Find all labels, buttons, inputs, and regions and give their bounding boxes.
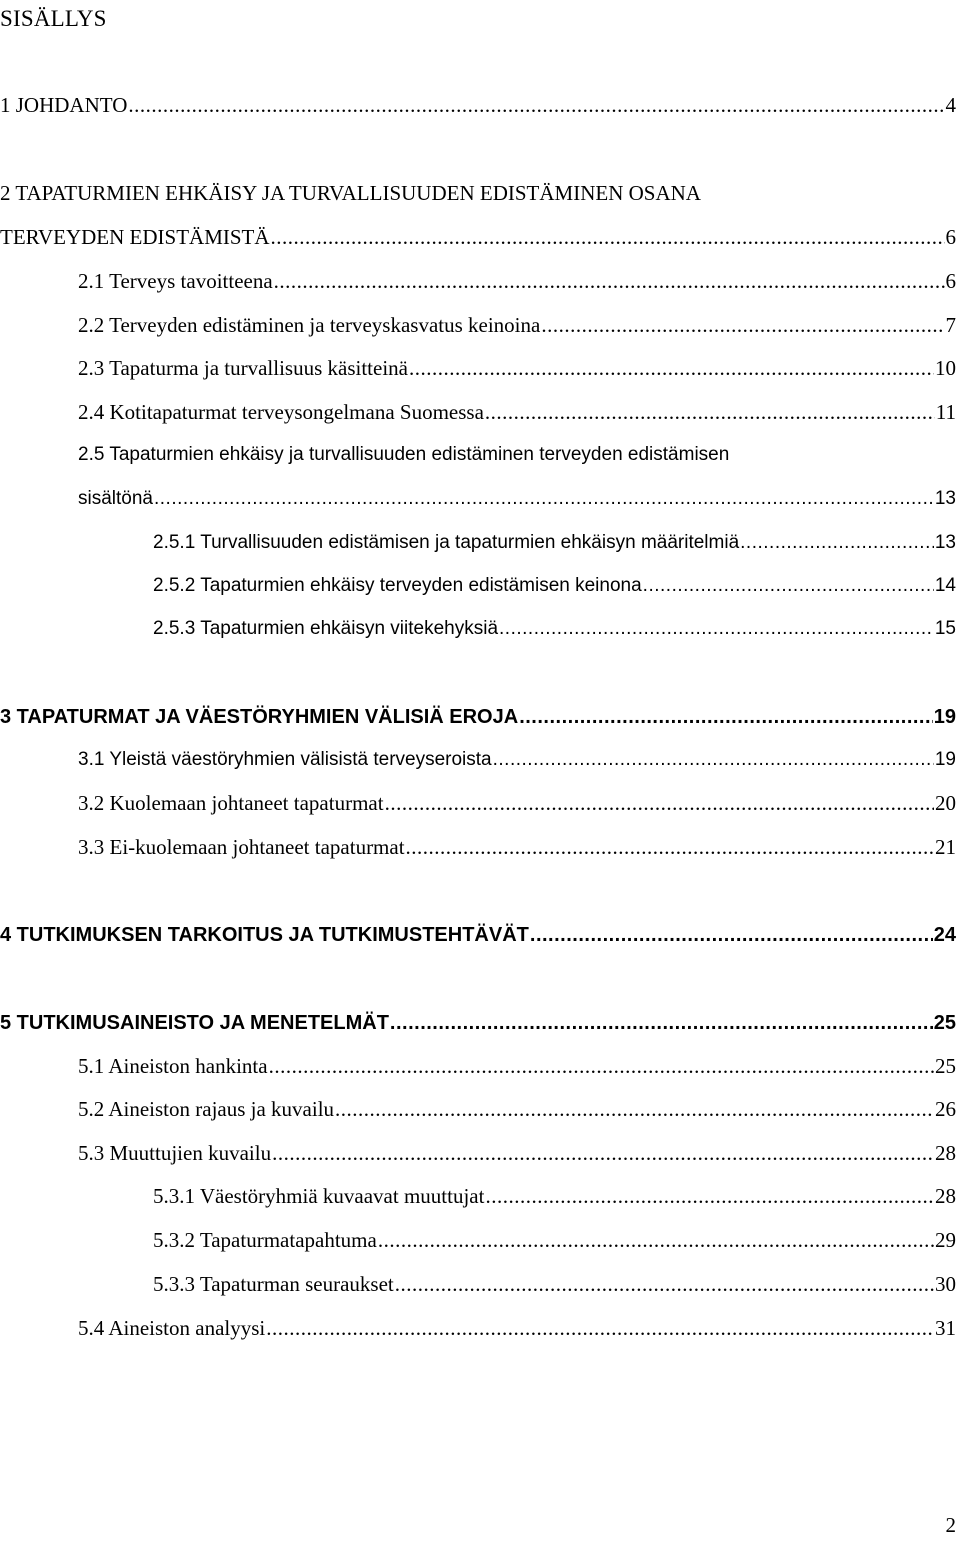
toc-page-number: 24 — [933, 924, 956, 946]
toc-leader-dots — [485, 1181, 934, 1211]
toc-leader-dots — [409, 353, 934, 383]
toc-page-number: 25 — [933, 1012, 956, 1034]
toc-entry-2-5[interactable] — [78, 484, 956, 514]
toc-page-number: 20 — [935, 791, 956, 815]
toc-page-number: 6 — [945, 269, 956, 293]
toc-leader-dots — [269, 1051, 934, 1081]
toc-entry-chapter-3[interactable] — [0, 702, 956, 732]
toc-entry-label: 5 TUTKIMUSAINEISTO JA MENETELMÄT — [0, 1012, 389, 1034]
toc-entry-chapter-4[interactable] — [0, 920, 956, 950]
toc-entry-label: TERVEYDEN EDISTÄMISTÄ — [0, 225, 270, 249]
toc-page-number: 31 — [935, 1316, 956, 1340]
toc-leader-dots — [395, 1269, 934, 1299]
toc-leader-dots — [272, 1138, 934, 1168]
toc-leader-dots — [493, 745, 934, 775]
toc-entry-label: 2.2 Terveyden edistäminen ja terveyskasvatus keinoina — [78, 313, 541, 337]
toc-entry-label: 5.3.1 Väestöryhmiä kuvaavat muuttujat — [153, 1184, 485, 1208]
page-title: SISÄLLYS — [0, 6, 107, 31]
toc-page-number: 28 — [935, 1141, 956, 1165]
toc-entry-2-4[interactable] — [78, 397, 956, 427]
toc-entry-label: 5.3 Muuttujien kuvailu — [78, 1141, 272, 1165]
toc-leader-dots — [335, 1094, 934, 1124]
toc-entry-2-3[interactable] — [78, 353, 956, 383]
toc-page-number: 25 — [935, 1054, 956, 1078]
toc-entry-label: 5.2 Aineiston rajaus ja kuvailu — [78, 1097, 335, 1121]
toc-page-number: 13 — [934, 532, 956, 553]
toc-entry-label: 3.2 Kuolemaan johtaneet tapaturmat — [78, 791, 384, 815]
toc-entry-label: 2.5 Tapaturmien ehkäisy ja turvallisuuden edistäminen terveyden edistämisen — [78, 444, 730, 465]
page-number: 2 — [945, 1513, 956, 1537]
toc-entry-chapter-2[interactable] — [0, 222, 956, 252]
toc-entry-label: 5.3.3 Tapaturman seuraukset — [153, 1272, 394, 1296]
toc-leader-dots — [390, 1008, 933, 1038]
toc-leader-dots — [271, 222, 945, 252]
toc-entry-chapter-5[interactable] — [0, 1008, 956, 1038]
toc-entry-label: 2.1 Terveys tavoitteena — [78, 269, 273, 293]
toc-leader-dots — [530, 920, 933, 950]
toc-entry-5-3[interactable] — [78, 1138, 956, 1168]
toc-page-number: 28 — [935, 1184, 956, 1208]
toc-entry-3-3[interactable] — [78, 832, 956, 862]
toc-entry-label: 4 TUTKIMUKSEN TARKOITUS JA TUTKIMUSTEHTÄVÄT — [0, 924, 529, 946]
toc-entry-2-5-1[interactable] — [153, 528, 956, 558]
toc-page-number: 26 — [935, 1097, 956, 1121]
toc-entry-2-5-2[interactable] — [153, 571, 956, 601]
toc-leader-dots — [643, 571, 934, 601]
toc-entry-3-1[interactable] — [78, 745, 956, 775]
toc-entry-2-5-line-1[interactable] — [78, 440, 729, 470]
toc-page-number: 10 — [935, 356, 956, 380]
toc-entry-label: 5.3.2 Tapaturmatapahtuma — [153, 1228, 377, 1252]
toc-entry-label: 2.3 Tapaturma ja turvallisuus käsitteinä — [78, 356, 408, 380]
toc-entry-5-3-3[interactable] — [153, 1269, 956, 1299]
toc-entry-label: sisältönä — [78, 488, 153, 509]
toc-leader-dots — [154, 484, 934, 514]
toc-entry-3-2[interactable] — [78, 788, 956, 818]
toc-entry-5-3-1[interactable] — [153, 1181, 956, 1211]
toc-entry-label: 2.5.2 Tapaturmien ehkäisy terveyden edistämisen keinona — [153, 575, 642, 596]
toc-leader-dots — [499, 614, 934, 644]
toc-entry-label: 2.5.1 Turvallisuuden edistämisen ja tapaturmien ehkäisyn määritelmiä — [153, 532, 740, 553]
toc-entry-2-1[interactable] — [78, 266, 956, 296]
toc-entry-label: 5.4 Aineiston analyysi — [78, 1316, 266, 1340]
toc-leader-dots — [274, 266, 945, 296]
toc-leader-dots — [128, 90, 944, 120]
toc-leader-dots — [406, 832, 934, 862]
toc-page-number: 29 — [935, 1228, 956, 1252]
toc-page-number: 4 — [945, 93, 956, 117]
toc-entry-label: 1 JOHDANTO — [0, 93, 128, 117]
toc-leader-dots — [740, 528, 934, 558]
toc-entry-chapter-2-line-1[interactable] — [0, 178, 701, 208]
toc-page-number: 19 — [934, 749, 956, 770]
toc-entry-5-2[interactable] — [78, 1094, 956, 1124]
toc-leader-dots — [485, 397, 935, 427]
toc-entry-label: 2.4 Kotitapaturmat terveysongelmana Suomessa — [78, 400, 484, 424]
toc-entry-2-2[interactable] — [78, 310, 956, 340]
toc-leader-dots — [266, 1313, 934, 1343]
toc-entry-5-3-2[interactable] — [153, 1225, 956, 1255]
toc-entry-2-5-3[interactable] — [153, 614, 956, 644]
toc-entry-label: 3.3 Ei-kuolemaan johtaneet tapaturmat — [78, 835, 405, 859]
toc-entry-5-4[interactable] — [78, 1313, 956, 1343]
toc-page-number: 21 — [935, 835, 956, 859]
toc-page-number: 11 — [935, 400, 956, 424]
toc-entry-label: 3 TAPATURMAT JA VÄESTÖRYHMIEN VÄLISIÄ EROJA — [0, 706, 519, 728]
toc-entry-5-1[interactable] — [78, 1051, 956, 1081]
toc-page-number: 15 — [934, 618, 956, 639]
toc-page-number: 14 — [934, 575, 956, 596]
toc-entry-label: 3.1 Yleistä väestöryhmien välisistä terveyseroista — [78, 749, 492, 770]
toc-entry-johdanto[interactable] — [0, 90, 956, 120]
toc-leader-dots — [378, 1225, 934, 1255]
toc-leader-dots — [385, 788, 934, 818]
toc-page-number: 7 — [945, 313, 956, 337]
toc-page-number: 13 — [934, 488, 956, 509]
toc-leader-dots — [541, 310, 944, 340]
toc-entry-label: 2.5.3 Tapaturmien ehkäisyn viitekehyksiä — [153, 618, 499, 639]
toc-page-number: 6 — [945, 225, 956, 249]
toc-entry-label: 2 TAPATURMIEN EHKÄISY JA TURVALLISUUDEN EDISTÄMINEN OSANA — [0, 181, 701, 205]
toc-page-number: 19 — [933, 706, 956, 728]
toc-page-number: 30 — [935, 1272, 956, 1296]
toc-entry-label: 5.1 Aineiston hankinta — [78, 1054, 268, 1078]
toc-leader-dots — [519, 702, 933, 732]
